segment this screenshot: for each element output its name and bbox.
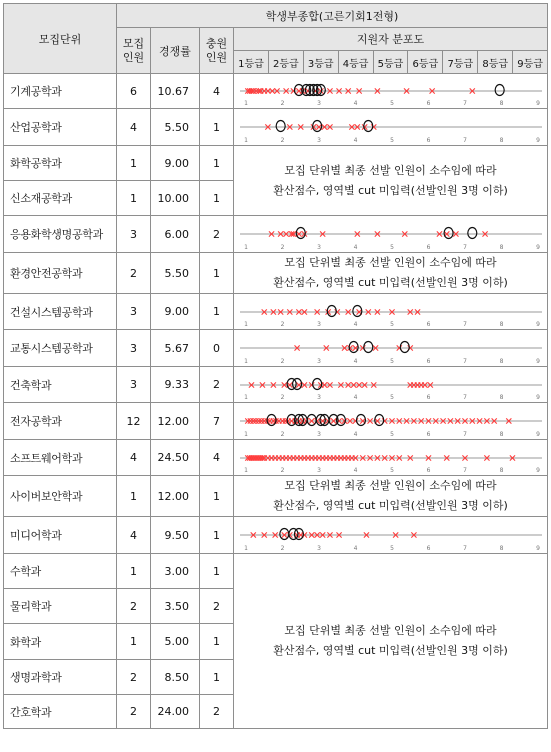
axis-tick-label: 6 [426,244,431,251]
admitted-mark [400,342,409,353]
axis-tick-label: 8 [499,100,504,107]
quota-value: 1 [117,181,151,216]
distribution-plot [234,109,548,145]
table-row [4,403,548,440]
axis-tick-label: 9 [536,137,540,144]
dept-name: 미디어학과 [4,517,117,554]
ratio-value: 6.00 [151,216,200,253]
dept-name: 응용화학생명공학과 [4,216,117,253]
axis-tick-label: 9 [536,321,540,328]
extra-value: 1 [200,476,234,517]
axis-tick-label: 8 [499,394,504,401]
quota-header: 모집 인원 [117,28,151,74]
selection-note [234,554,548,729]
quota-value: 2 [117,660,151,695]
axis-tick-label: 3 [317,321,321,328]
axis-tick-label: 7 [463,431,467,438]
note-line-2: 환산점수, 영역별 cut 미입력(선발인원 3명 이하) [273,499,508,512]
table-row [4,330,548,367]
distribution-plot [234,330,548,366]
distribution-plot [234,216,548,252]
axis-tick-label: 4 [353,431,358,438]
note-line-2: 환산점수, 영역별 cut 미입력(선발인원 3명 이하) [273,183,508,197]
axis-tick-label: 4 [353,244,358,251]
axis-tick-label: 3 [317,100,321,107]
grade-scale [234,51,548,74]
axis-tick-label: 6 [426,358,431,365]
axis-tick-label: 2 [280,394,285,401]
ratio-value: 10.67 [151,74,200,109]
distribution-cell [234,517,548,554]
axis-tick-label: 6 [426,137,431,144]
track-title: 학생부종합(고른기회1전형) [117,4,548,28]
admitted-mark [276,121,285,132]
distribution-cell [234,294,548,330]
axis-tick-label: 9 [536,100,540,107]
quota-value: 1 [117,476,151,517]
axis-tick-label: 7 [463,321,467,328]
axis-tick-label: 9 [536,394,540,401]
axis-tick-label: 4 [353,137,358,144]
axis-tick-label: 5 [390,100,394,107]
dept-name: 전자공학과 [4,403,117,440]
quota-value: 3 [117,367,151,403]
axis-tick-label: 2 [280,545,285,552]
table-row [4,476,548,517]
axis-tick-label: 6 [426,394,431,401]
ratio-value: 24.00 [151,695,200,729]
selection-note [234,146,548,216]
distribution-header: 지원자 분포도 [234,28,548,51]
grade-label: 3등급 [304,51,339,73]
axis-tick-label: 1 [244,358,248,365]
dept-name: 수학과 [4,554,117,589]
admitted-mark [495,85,504,96]
axis-tick-label: 3 [317,431,321,438]
admitted-mark [280,529,289,540]
distribution-cell [234,440,548,476]
distribution-cell [234,216,548,253]
dept-name: 물리학과 [4,589,117,624]
axis-tick-label: 4 [353,358,358,365]
axis-tick-label: 4 [353,467,358,474]
note-line-2: 환산점수, 영역별 cut 미입력(선발인원 3명 이하) [273,276,508,289]
distribution-plot [234,294,548,329]
axis-tick-label: 1 [244,431,248,438]
distribution-cell [234,367,548,403]
axis-tick-label: 8 [499,467,504,474]
distribution-cell [234,74,548,109]
quota-value: 3 [117,294,151,330]
extra-value: 1 [200,517,234,554]
axis-tick-label: 9 [536,431,540,438]
ratio-value: 3.50 [151,589,200,624]
axis-tick-label: 2 [280,467,285,474]
axis-tick-label: 3 [317,545,321,552]
quota-value: 2 [117,589,151,624]
dept-name: 화학공학과 [4,146,117,181]
axis-tick-label: 1 [244,467,248,474]
dept-name: 생명과학과 [4,660,117,695]
axis-tick-label: 7 [463,137,467,144]
extra-value: 1 [200,253,234,294]
extra-value: 1 [200,181,234,216]
extra-value: 1 [200,554,234,589]
axis-tick-label: 8 [499,431,504,438]
axis-tick-label: 5 [390,431,394,438]
dept-name: 환경안전공학과 [4,253,117,294]
dept-name: 교통시스템공학과 [4,330,117,367]
extra-value: 2 [200,695,234,729]
quota-value: 1 [117,554,151,589]
dept-name: 건설시스템공학과 [4,294,117,330]
axis-tick-label: 8 [499,137,504,144]
dept-name: 간호학과 [4,695,117,729]
dept-name: 화학과 [4,624,117,660]
axis-tick-label: 6 [426,321,431,328]
extra-value: 2 [200,589,234,624]
ratio-value: 9.00 [151,294,200,330]
quota-value: 4 [117,109,151,146]
ratio-value: 5.67 [151,330,200,367]
axis-tick-label: 5 [390,467,394,474]
axis-tick-label: 5 [390,137,394,144]
axis-tick-label: 6 [426,100,431,107]
axis-tick-label: 7 [463,394,467,401]
distribution-plot [234,440,548,475]
distribution-plot [234,517,548,553]
extra-value: 4 [200,440,234,476]
quota-value: 12 [117,403,151,440]
ratio-value: 24.50 [151,440,200,476]
extra-value: 1 [200,109,234,146]
axis-tick-label: 9 [536,244,540,251]
axis-tick-label: 3 [317,137,321,144]
grade-label: 4등급 [339,51,374,73]
table-row [4,294,548,330]
ratio-value: 5.00 [151,624,200,660]
axis-tick-label: 1 [244,321,248,328]
grade-label: 6등급 [408,51,443,73]
table-row [4,367,548,403]
axis-tick-label: 1 [244,137,248,144]
extra-value: 2 [200,216,234,253]
axis-tick-label: 3 [317,244,321,251]
selection-note [234,253,548,294]
grade-label: 8등급 [478,51,513,73]
axis-tick-label: 7 [463,358,467,365]
extra-value: 2 [200,367,234,403]
ratio-value: 12.00 [151,476,200,517]
axis-tick-label: 9 [536,358,540,365]
extra-header: 충원 인원 [200,28,234,74]
extra-value: 1 [200,660,234,695]
dept-name: 사이버보안학과 [4,476,117,517]
table-row [4,74,548,109]
quota-value: 6 [117,74,151,109]
axis-tick-label: 8 [499,321,504,328]
axis-tick-label: 7 [463,100,467,107]
quota-value: 4 [117,440,151,476]
admission-table [3,3,548,729]
table-row [4,517,548,554]
table-row [4,440,548,476]
quota-value: 1 [117,146,151,181]
distribution-cell [234,330,548,367]
axis-tick-label: 3 [317,467,321,474]
dept-name: 신소재공학과 [4,181,117,216]
ratio-value: 5.50 [151,109,200,146]
distribution-cell [234,403,548,440]
axis-tick-label: 5 [390,394,394,401]
axis-tick-label: 9 [536,545,540,552]
axis-tick-label: 4 [353,321,358,328]
distribution-plot [234,367,548,402]
axis-tick-label: 2 [280,100,285,107]
extra-value: 1 [200,624,234,660]
axis-tick-label: 8 [499,358,504,365]
axis-tick-label: 2 [280,321,285,328]
grade-label: 1등급 [234,51,269,73]
note-line-1: 모집 단위별 최종 선발 인원이 소수임에 따라 [284,479,497,492]
ratio-value: 12.00 [151,403,200,440]
extra-value: 4 [200,74,234,109]
quota-value: 3 [117,330,151,367]
axis-tick-label: 6 [426,545,431,552]
extra-value: 1 [200,294,234,330]
axis-tick-label: 7 [463,244,467,251]
axis-tick-label: 6 [426,431,431,438]
admitted-mark [364,342,373,353]
quota-value: 2 [117,695,151,729]
table-row [4,253,548,294]
quota-value: 2 [117,253,151,294]
quota-value: 3 [117,216,151,253]
ratio-value: 9.00 [151,146,200,181]
table-row [4,554,548,589]
distribution-plot [234,403,548,439]
ratio-value: 8.50 [151,660,200,695]
extra-value: 1 [200,146,234,181]
axis-tick-label: 4 [353,394,358,401]
dept-name: 기계공학과 [4,74,117,109]
axis-tick-label: 1 [244,244,248,251]
note-line-1: 모집 단위별 최종 선발 인원이 소수임에 따라 [284,624,497,637]
ratio-value: 10.00 [151,181,200,216]
dept-name: 산업공학과 [4,109,117,146]
extra-value: 7 [200,403,234,440]
axis-tick-label: 7 [463,545,467,552]
axis-tick-label: 5 [390,321,394,328]
distribution-plot [234,74,548,108]
ratio-value: 3.00 [151,554,200,589]
dept-header: 모집단위 [4,4,117,74]
grade-label: 2등급 [269,51,304,73]
quota-value: 4 [117,517,151,554]
dept-name: 건축학과 [4,367,117,403]
table-row [4,216,548,253]
axis-tick-label: 2 [280,137,285,144]
axis-tick-label: 2 [280,431,285,438]
axis-tick-label: 1 [244,100,248,107]
axis-tick-label: 9 [536,467,540,474]
axis-tick-label: 2 [280,244,285,251]
ratio-value: 5.50 [151,253,200,294]
admitted-mark [307,415,316,426]
axis-tick-label: 5 [390,358,394,365]
admitted-mark [468,228,477,239]
axis-tick-label: 3 [317,358,321,365]
grade-label: 7등급 [443,51,478,73]
axis-tick-label: 7 [463,467,467,474]
axis-tick-label: 1 [244,394,248,401]
note-line-2: 환산점수, 영역별 cut 미입력(선발인원 3명 이하) [273,644,508,657]
note-line-1: 모집 단위별 최종 선발 인원이 소수임에 따라 [284,163,497,177]
axis-tick-label: 4 [353,545,358,552]
table-row [4,109,548,146]
distribution-cell [234,109,548,146]
selection-note [234,476,548,517]
ratio-header: 경쟁률 [151,28,200,74]
axis-tick-label: 8 [499,244,504,251]
axis-tick-label: 6 [426,467,431,474]
extra-value: 0 [200,330,234,367]
dept-name: 소프트웨어학과 [4,440,117,476]
axis-tick-label: 2 [280,358,285,365]
axis-tick-label: 3 [317,394,321,401]
grade-label: 9등급 [517,58,543,70]
note-line-1: 모집 단위별 최종 선발 인원이 소수임에 따라 [284,256,497,269]
axis-tick-label: 5 [390,545,394,552]
axis-tick-label: 1 [244,545,248,552]
axis-tick-label: 8 [499,545,504,552]
axis-tick-label: 4 [353,100,358,107]
table-row [4,146,548,181]
ratio-value: 9.33 [151,367,200,403]
axis-tick-label: 5 [390,244,394,251]
quota-value: 1 [117,624,151,660]
ratio-value: 9.50 [151,517,200,554]
grade-label: 5등급 [374,51,409,73]
